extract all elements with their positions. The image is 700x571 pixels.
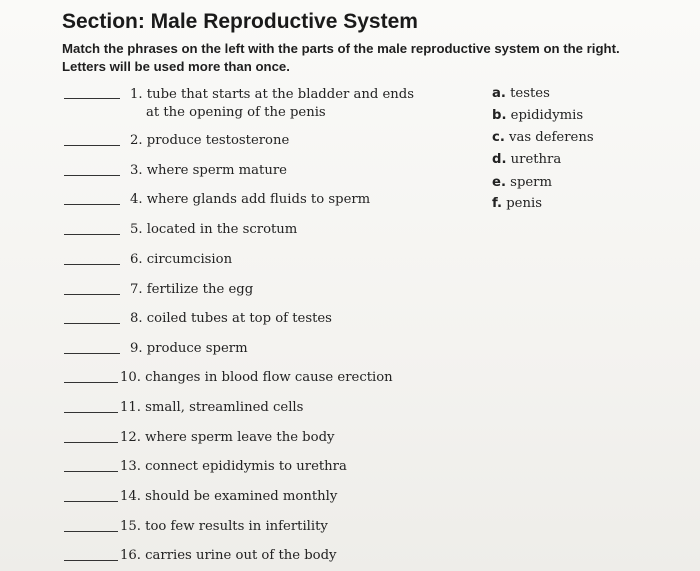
answer-letter-a: a. [492, 86, 506, 101]
question-text-7: 7. fertilize the egg [130, 282, 254, 297]
answer-choice-b [492, 108, 583, 123]
question-text-6: 6. circumcision [130, 252, 233, 267]
answer-choice-c [492, 130, 594, 145]
question-text-11: 11. small, streamlined cells [120, 400, 304, 415]
question-row-13 [0, 457, 480, 479]
question-text-12: 12. where sperm leave the body [120, 430, 335, 445]
answer-blank-12[interactable] [64, 442, 118, 443]
answer-blank-16[interactable] [64, 560, 118, 561]
answer-blank-11[interactable] [64, 412, 118, 413]
answer-letter-e: e. [492, 175, 506, 190]
question-row-4 [0, 190, 480, 212]
instructions: Match the phrases on the left with the parts of the male reproductive system on the right. Letters will be used more than once. [62, 41, 620, 74]
question-row-1 [0, 84, 480, 120]
question-text-16: 16. carries urine out of the body [120, 548, 337, 563]
answer-blank-14[interactable] [64, 501, 118, 502]
question-row-16 [0, 546, 480, 568]
question-text-4: 4. where glands add fluids to sperm [130, 192, 371, 207]
question-text-14: 14. should be examined monthly [120, 489, 338, 504]
answer-choice-f [492, 196, 542, 211]
answer-letter-b: b. [492, 108, 507, 123]
question-row-2 [0, 131, 480, 153]
answer-letter-f: f. [492, 196, 503, 211]
answer-blank-6[interactable] [64, 264, 120, 265]
question-text-10: 10. changes in blood flow cause erection [120, 370, 393, 385]
answer-blank-7[interactable] [64, 294, 120, 295]
question-text-9: 9. produce sperm [130, 341, 248, 356]
answer-blank-9[interactable] [64, 353, 120, 354]
question-row-14 [0, 487, 480, 509]
question-row-9 [0, 339, 480, 361]
answer-blank-10[interactable] [64, 382, 118, 383]
question-row-11 [0, 398, 480, 420]
section-title: Section: Male Reproductive System [62, 10, 418, 33]
answer-blank-15[interactable] [64, 531, 118, 532]
answer-blank-1[interactable] [64, 98, 120, 99]
question-row-10 [0, 368, 480, 390]
question-text-13: 13. connect epididymis to urethra [120, 459, 347, 474]
answer-blank-13[interactable] [64, 471, 118, 472]
answer-choice-e [492, 175, 552, 190]
answer-letter-d: d. [492, 152, 507, 167]
question-text-3: 3. where sperm mature [130, 163, 287, 178]
answer-blank-5[interactable] [64, 234, 120, 235]
answer-blank-2[interactable] [64, 145, 120, 146]
answer-choice-a [492, 86, 550, 101]
answer-letter-c: c. [492, 130, 505, 145]
question-text-1: 1. tube that starts at the bladder and ends [130, 87, 414, 102]
question-row-12 [0, 428, 480, 450]
answer-text-e: sperm [510, 175, 552, 190]
answer-text-f: penis [506, 196, 542, 211]
question-row-3 [0, 161, 480, 183]
question-text-15: 15. too few results in infertility [120, 519, 328, 534]
question-text-2: 2. produce testosterone [130, 133, 290, 148]
question-row-7 [0, 280, 480, 302]
question-text-1-continued: at the opening of the penis [146, 105, 326, 120]
question-text-5: 5. located in the scrotum [130, 222, 298, 237]
answer-blank-3[interactable] [64, 175, 120, 176]
question-row-6 [0, 250, 480, 272]
question-row-15 [0, 517, 480, 539]
answer-text-d: urethra [510, 152, 562, 167]
question-row-5 [0, 220, 480, 242]
answer-text-a: testes [510, 86, 550, 101]
answer-blank-4[interactable] [64, 204, 120, 205]
question-row-8 [0, 309, 480, 331]
answer-text-c: vas deferens [509, 130, 594, 145]
question-text-8: 8. coiled tubes at top of testes [130, 311, 332, 326]
answer-text-b: epididymis [510, 108, 584, 123]
answer-blank-8[interactable] [64, 323, 120, 324]
answer-choice-d [492, 152, 561, 167]
